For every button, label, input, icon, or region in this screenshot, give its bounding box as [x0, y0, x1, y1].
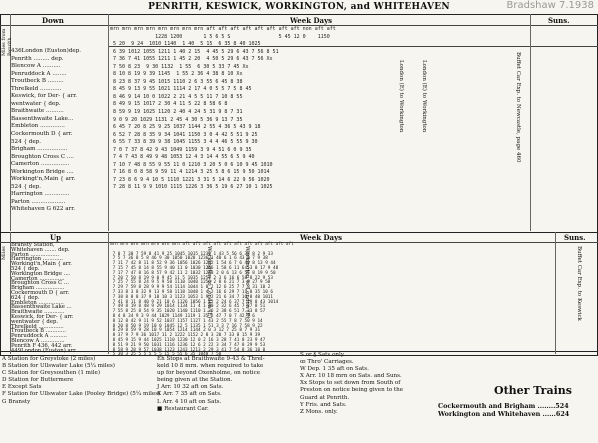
station-row: Braithwaite ..........	[11, 108, 64, 115]
station-row: Harrington ..............	[11, 191, 70, 198]
station-row: Bassenthwaite Lake...	[11, 115, 74, 122]
station-row: Blencow A ..........	[11, 63, 61, 70]
times-row: 7 0 7 37 8 42 9 43 1049 1159 3 9 4 51 6 0 9 35	[110, 146, 252, 153]
times-row: 8 37 9 7 9 36 1017 11 2 1222 1152 2 8 3 20 7 33 8 15 9 39	[110, 333, 261, 339]
times-row: 8 12 8 42 9 11 9 52 1037 1157 1127 1 43 2 55 7 8 7 50 9 14	[110, 318, 263, 324]
station-row: Troutbeck B .........	[11, 78, 64, 85]
up-note-2: Workington to London (E)	[244, 246, 250, 319]
times-row: mrn mrn mrn mrn mrn mrn mrn mrn aft aft aft aft aft aft aft aft non aft aft	[110, 26, 336, 32]
footnote-item: up for beyond Oxenholme, on notice	[157, 370, 261, 377]
other-trains-title: Other Trains	[494, 384, 572, 397]
footnote-item: C Station for Greysouthen (1 mile)	[2, 370, 101, 377]
up-suns: Suns.	[564, 233, 586, 242]
times-row: 7 4 7 43 8 49 9 48 1053 12 4 3 14 4 55 6 5 9 40	[110, 154, 255, 161]
times-row: 8 45 9 15 9 44 1025 1110 1230 12 0 2 16 3 28 7 41 8 23 9 47	[110, 337, 266, 343]
times-row: 9 0 9 20 1029 1131 2 45 4 30 5 36 9 13 7 35	[110, 116, 243, 123]
down-suns: Suns.	[548, 16, 570, 25]
down-suns-rule	[530, 14, 531, 231]
station-row: Braithwaite ............	[11, 309, 65, 316]
times-row: 6 45 7 20 8 25 9 25 1037 1144 2 55 4 36 5 43 9 18	[110, 124, 261, 131]
station-row: Brigham .................	[11, 146, 68, 153]
footnote-item: W Dep. 1 35 aft on Sats.	[300, 366, 369, 373]
times-row: 6 52 7 28 8 35 9 34 1041 1150 3 0 4 42 5 51 9 25	[110, 131, 258, 138]
times-row: 8 59 9 19 1025 1120 2 40 4 24 5 31 9 8 7 31	[110, 109, 243, 116]
footnote-item: X Arr. 10 18 mrn on Sats. and Suns.	[300, 373, 402, 380]
station-row: 436London (Euston)dep.	[11, 48, 82, 54]
times-row: 7 23 8 6 9 4 10 5 1110 1221 3 31 5 14 6 22 9 56 1020	[110, 176, 270, 183]
times-row: 8 45 9 13 9 55 1021 1114 2 17 4 0 5 5 7 5 8 45	[110, 86, 252, 93]
times-row: 7 29 7 59 8 28 9 9 9 54 1114 1044 1 0 2 12 6 25 7 7 8 31 10 2	[110, 285, 271, 291]
down-note-3: Buffet Car Exp. to Newcastle, page 460	[515, 52, 521, 163]
station-row: Broughton Cross C ....	[11, 153, 74, 160]
up-suns-rule	[555, 232, 556, 354]
station-row: Workingt'n,Main { arr.	[11, 261, 72, 268]
footnote-item: A Station for Greystoke (2 miles)	[2, 356, 96, 362]
up-station-rule	[108, 232, 109, 354]
station-row: 624 { dep.	[11, 294, 40, 301]
times-row: 7 17 7 47 8 16 8 57 9 42 11 2 1032 1248 2 0 6 13 6 55 8 19 9 50	[110, 270, 276, 276]
down-label: Down	[42, 16, 64, 25]
up-label: Up	[50, 233, 61, 242]
station-row: Bransty Station,	[11, 242, 55, 248]
station-row: wentwater { dep.	[11, 318, 59, 325]
times-row: 8 20 8 50 9 19 10 0 1045 12 5 1135 1 51 3 3 7 16 7 58 9 22	[110, 323, 263, 329]
watermark: Bradshaw 7.1938	[506, 0, 594, 11]
down-sunday-times	[532, 26, 596, 230]
footnote-item: Z Mons. only.	[300, 408, 338, 415]
times-row: 6 39 1012 1055 1211 1 40 2 15 4 45 5 29 6 43 7 56 8 51	[110, 48, 279, 55]
station-row: Penrith ......... dep.	[11, 55, 64, 62]
footnotes-right	[300, 352, 403, 416]
times-row: 8 29 8 59 9 28 10 9 1054 1214 1144 2 0 3 12 7 25 8 7 9 31	[110, 328, 261, 334]
footnote-item: L Arr. 4 10 aft on Sats.	[157, 398, 222, 405]
times-row: 6 55 7 33 8 39 9 38 1045 1155 3 4 4 46 5 55 9 30	[110, 139, 258, 146]
station-row: Parton ...................	[11, 198, 66, 205]
station-row: Parton .................	[11, 251, 60, 258]
up-note-1: Workington to London (E)	[206, 246, 212, 319]
footnote-item: Eh Stops at Braithwaite 9-43 & Threl-	[157, 356, 265, 362]
times-row: 5 20 9 24 1010 1140 1 40 5 15 6 35 8 40 1025	[110, 41, 261, 48]
footnote-item: S or § Sats only.	[300, 352, 346, 358]
station-row: 524 { dep.	[11, 265, 40, 272]
station-row: Threlkeld ............	[11, 85, 62, 92]
times-row: 7 20 7 50 8 19 9 0 9 45 11 5 1035 1251 2 3 6 16 6 58 8 22 9 53	[110, 275, 273, 281]
times-row: 7 50 8 23 9 30 1132 1 55 6 30 5 33 7 45 Xx	[110, 63, 249, 70]
footnote-item: being given at the Station.	[157, 377, 233, 384]
footnotes-left	[2, 356, 160, 406]
down-station-rule	[108, 14, 109, 231]
station-row: Penruddock A ........	[11, 70, 67, 77]
times-row: 1228 1200 1 5 6 5 S 5 45 12 0 1150	[110, 33, 330, 40]
station-row: Penruddock A ..........	[11, 333, 67, 340]
station-row: Keswick, for Der- { arr.	[11, 313, 74, 320]
times-row: 8 10 8 19 9 39 1145 1 55 2 36 4 38 8 10 Xx	[110, 71, 243, 78]
station-row: 449London (Euston) arr.	[11, 347, 77, 354]
station-row: 524 { dep.	[11, 138, 42, 145]
times-row: 7 28 8 11 9 9 1010 1115 1226 3 36 5 19 6 27 10 1 1025	[110, 184, 273, 191]
footnote-item: keld 10 8 mrn. when required to take	[157, 363, 264, 370]
other-train-item: Workington and Whitehaven ......624	[438, 410, 570, 418]
times-row: 8 46 9 14 10 0 1022 2 21 4 5 5 11 7 10 8 55	[110, 93, 243, 100]
other-trains-list	[438, 402, 569, 418]
station-row: Threlkeld ...............	[11, 323, 64, 330]
times-row: 7 33 8 3 8 32 9 13 9 58 1118 1048 1 4 2 16 6 29 7 11 8 35 10 6	[110, 289, 273, 295]
page-title: PENRITH, KESWICK, WORKINGTON, and WHITEHAVEN	[148, 2, 450, 12]
station-row: Troutbeck B ............	[11, 328, 66, 335]
station-row: Penrith F 436, 442 arr.	[11, 342, 73, 349]
times-row: 7 0 7 30 7 59 8 41 9 25 1045 1015 1231 1 43 5 56 6 38 8 2 9 33	[110, 251, 273, 257]
times-row: 8 49 9 15 1017 2 30 4 11 5 22 8 58 6 8	[110, 101, 228, 108]
down-note-1: London (E) to Workington	[398, 60, 404, 133]
station-row: Embleton ..............	[11, 123, 65, 130]
footnote-item: D Station for Buttermere	[2, 377, 74, 384]
footnote-item: B Station for Ullswater Lake (5¼ miles)	[2, 363, 115, 370]
footnote-item: Y Fris. and Sats.	[300, 401, 347, 408]
times-row: 5 30 3 25 5 5 5 5 5 15 5 55 6 35 1040 7 50	[110, 352, 222, 358]
up-station-list	[11, 243, 108, 353]
times-row: 7 38 8 8 8 37 9 18 10 3 1123 1053 1 9 2 21 6 34 7 16 8 40 1011	[110, 294, 273, 300]
footnotes-middle	[157, 356, 265, 413]
footnote-item: E Except Sats	[2, 384, 42, 391]
station-row: Blencow A ..............	[11, 337, 65, 344]
footnote-item: K Arr. 7 35 aft on Sats.	[157, 391, 222, 398]
station-row: Cockermouth D { arr.	[11, 131, 73, 138]
footnote-item: Xx Stops to set down from South of	[300, 380, 401, 387]
times-row: mrn mrn mrn mrn mrn mrn mrn aft aft aft aft aft aft aft aft aft aft aft	[110, 242, 294, 247]
down-note-2: London (E) to Workington	[421, 60, 427, 133]
times-row: 7 25 7 55 8 24 9 5 9 50 1110 1040 1256 2 8 6 21 7 3 8 27 9 58	[110, 280, 271, 286]
station-row: wentwater { dep.	[11, 100, 61, 107]
station-row: 524 { dep.	[11, 183, 42, 190]
station-row: Embleton ...............	[11, 299, 64, 306]
station-row: Bassenthwaite Lake ...	[11, 304, 72, 311]
down-times-grid	[110, 26, 528, 230]
up-miles-label: Miles	[1, 246, 7, 260]
station-row: Cockermouth D { arr.	[11, 289, 70, 296]
footnote-item: J Arr. 10 32 aft on Sats.	[157, 384, 224, 391]
times-row: 8 58 9 28 9 57 1038 1123 1243 1213 2 29 3 41 7 54 8 36 10 0	[110, 347, 266, 353]
up-week-days: Week Days	[300, 233, 343, 242]
times-row: 8 4 8 34 9 3 9 44 1029 1149 1119 1 35 2 47 7 0 7 42 9 6	[110, 313, 255, 319]
station-row: Camerton ................	[11, 161, 70, 168]
times-row: 8 51 9 21 9 50 1031 1116 1236 12 6 2 22 3 34 7 47 8 29 9 53	[110, 342, 266, 348]
times-row: 7 36 7 41 1055 1211 1 45 2 20 4 50 5 29 6 43 7 56 Xx	[110, 56, 273, 63]
station-row: Whitehaven G 622 arr.	[11, 206, 76, 213]
footnote-item: G Bransty	[2, 398, 31, 405]
up-note-3: Buffet Car Exp. to Keswick	[576, 246, 582, 321]
down-station-list	[11, 48, 108, 214]
station-row: Brigham .................	[11, 285, 65, 292]
times-row: 7 16 8 0 8 58 9 59 11 4 1214 3 25 5 8 6 15 9 50 1014	[110, 169, 270, 176]
times-row: 8 23 8 37 9 45 1015 1110 2 6 3 55 6 45 8 38	[110, 78, 243, 85]
station-row: Workington Bridge ....	[11, 270, 71, 277]
times-row: 7 5 7 36 8 5 8 46 9 30 1050 1020 1236 1 48 6 1 6 43 8 7 9 38	[110, 256, 268, 262]
station-row: Camerton ...............	[11, 275, 65, 282]
footnote-item: ꝏ Thro' Carriages.	[300, 359, 354, 366]
footnote-item: Preston on notice being given to the	[300, 387, 404, 394]
footnote-item: ■ Restaurant Car.	[157, 405, 209, 412]
times-row: 7 11 7 42 8 11 8 52 9 36 1056 1026 1242 1 54 6 7 6 49 8 13 9 44	[110, 261, 276, 267]
times-row: 7 55 8 25 8 54 9 35 1020 1140 1110 1 26 2 38 6 51 7 33 8 57	[110, 309, 266, 315]
times-row: 7 49 8 19 8 48 9 29 1014 1134 11 4 1 20 2 32 6 45 7 27 8 51	[110, 304, 266, 310]
station-row: Workington Bridge ....	[11, 168, 74, 175]
footnote-item: F Station for Ullswater Lake (Pooley Bridge) (5¼ miles)	[2, 391, 161, 398]
footnote-item: Guard at Penrith.	[300, 394, 350, 401]
down-week-days: Week Days	[290, 16, 333, 25]
other-train-item: Cockermouth and Brigham ........524	[438, 402, 569, 410]
times-row: 7 41 8 11 8 40 9 21 10 6 1126 1056 1 12 2 24 6 37 7 19 8 43 1014	[110, 299, 279, 305]
station-row: Keswick, for Der- { arr.	[11, 93, 78, 100]
down-miles-label: Miles from Penrith	[1, 28, 13, 56]
station-row: Harrington ............	[11, 256, 63, 263]
times-row: 7 15 7 45 8 14 8 55 9 40 11 0 1030 1246 1 58 6 11 6 53 8 17 9 48	[110, 265, 279, 271]
station-row: Broughton Cross C ...	[11, 280, 69, 287]
times-row: 7 10 7 48 8 55 9 55 11 0 1210 3 20 5 0 6 10 9 45 1010	[110, 161, 273, 168]
station-row: Whitehaven ....... dep.	[11, 246, 70, 253]
station-row: Workingt'n,Main { arr.	[11, 176, 76, 183]
